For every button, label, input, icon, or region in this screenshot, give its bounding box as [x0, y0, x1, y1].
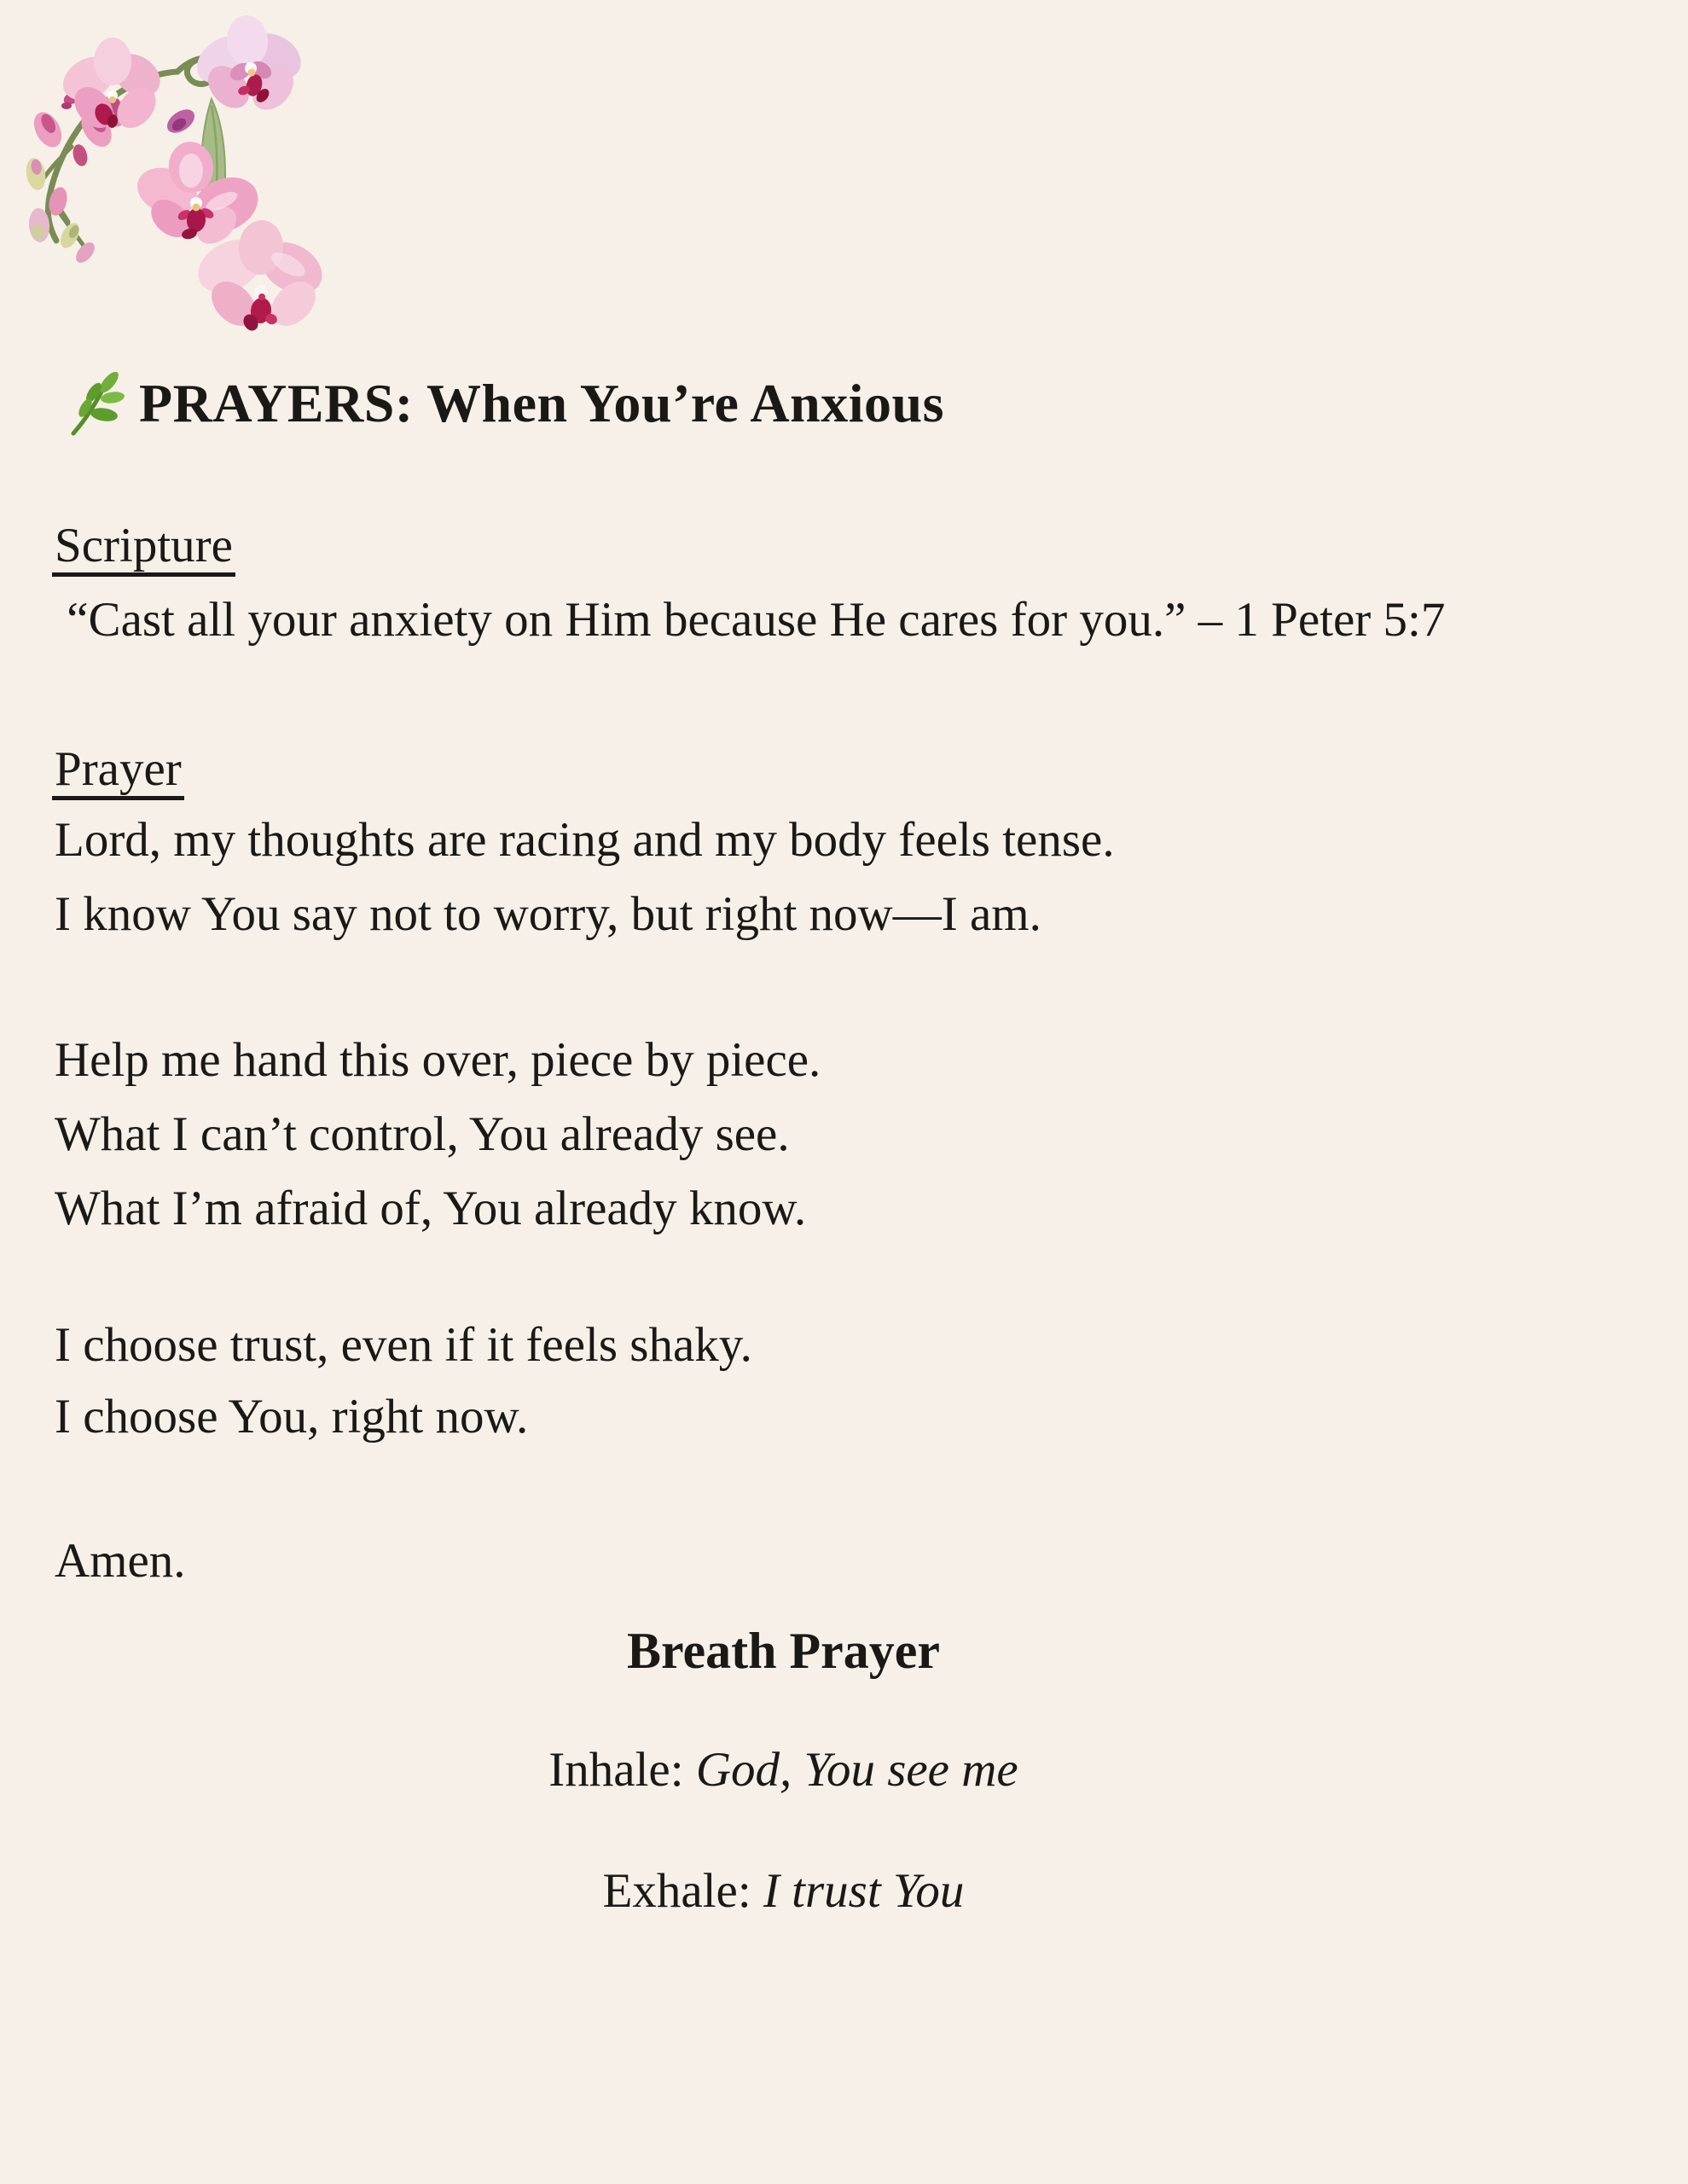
scripture-label — [55, 508, 1615, 584]
prayer-line: Lord, my thoughts are racing and my body feels tense. — [55, 813, 1115, 867]
amen-line: Amen. — [55, 1534, 186, 1588]
inhale-line — [55, 1733, 1615, 1808]
exhale-phrase: I trust You — [763, 1864, 965, 1918]
exhale-line — [55, 1854, 1615, 1929]
prayer-label-text: Prayer — [52, 743, 184, 800]
orchid-flower — [55, 38, 168, 136]
scripture-quote: “Cast all your anxiety on Him because He cares for you.” – 1 Peter 5:7 — [55, 593, 1446, 647]
orchid-flower — [188, 14, 309, 118]
prayer-line: I know You say not to worry, but right now—I am. — [55, 887, 1041, 941]
prayer-line: What I’m afraid of, You already know. — [55, 1182, 807, 1235]
prayer-line: I choose trust, even if it feels shaky. — [55, 1318, 752, 1372]
inhale-phrase: God, You see me — [695, 1743, 1018, 1797]
exhale-label: Exhale: — [602, 1864, 763, 1918]
page-title: PRAYERS: When You’re Anxious — [139, 373, 944, 433]
breath-prayer-heading: Breath Prayer — [626, 1623, 941, 1679]
orchid-branch-illustration — [7, 0, 348, 350]
prayer-line: I choose You, right now. — [55, 1390, 529, 1443]
prayer-line: What I can’t control, You already see. — [55, 1107, 790, 1161]
herb-sprig-icon — [65, 372, 126, 437]
inhale-label: Inhale: — [548, 1743, 696, 1797]
prayer-line: Help me hand this over, piece by piece. — [55, 1033, 821, 1087]
prayer-label — [55, 732, 1615, 807]
scripture-label-text: Scripture — [52, 520, 235, 577]
